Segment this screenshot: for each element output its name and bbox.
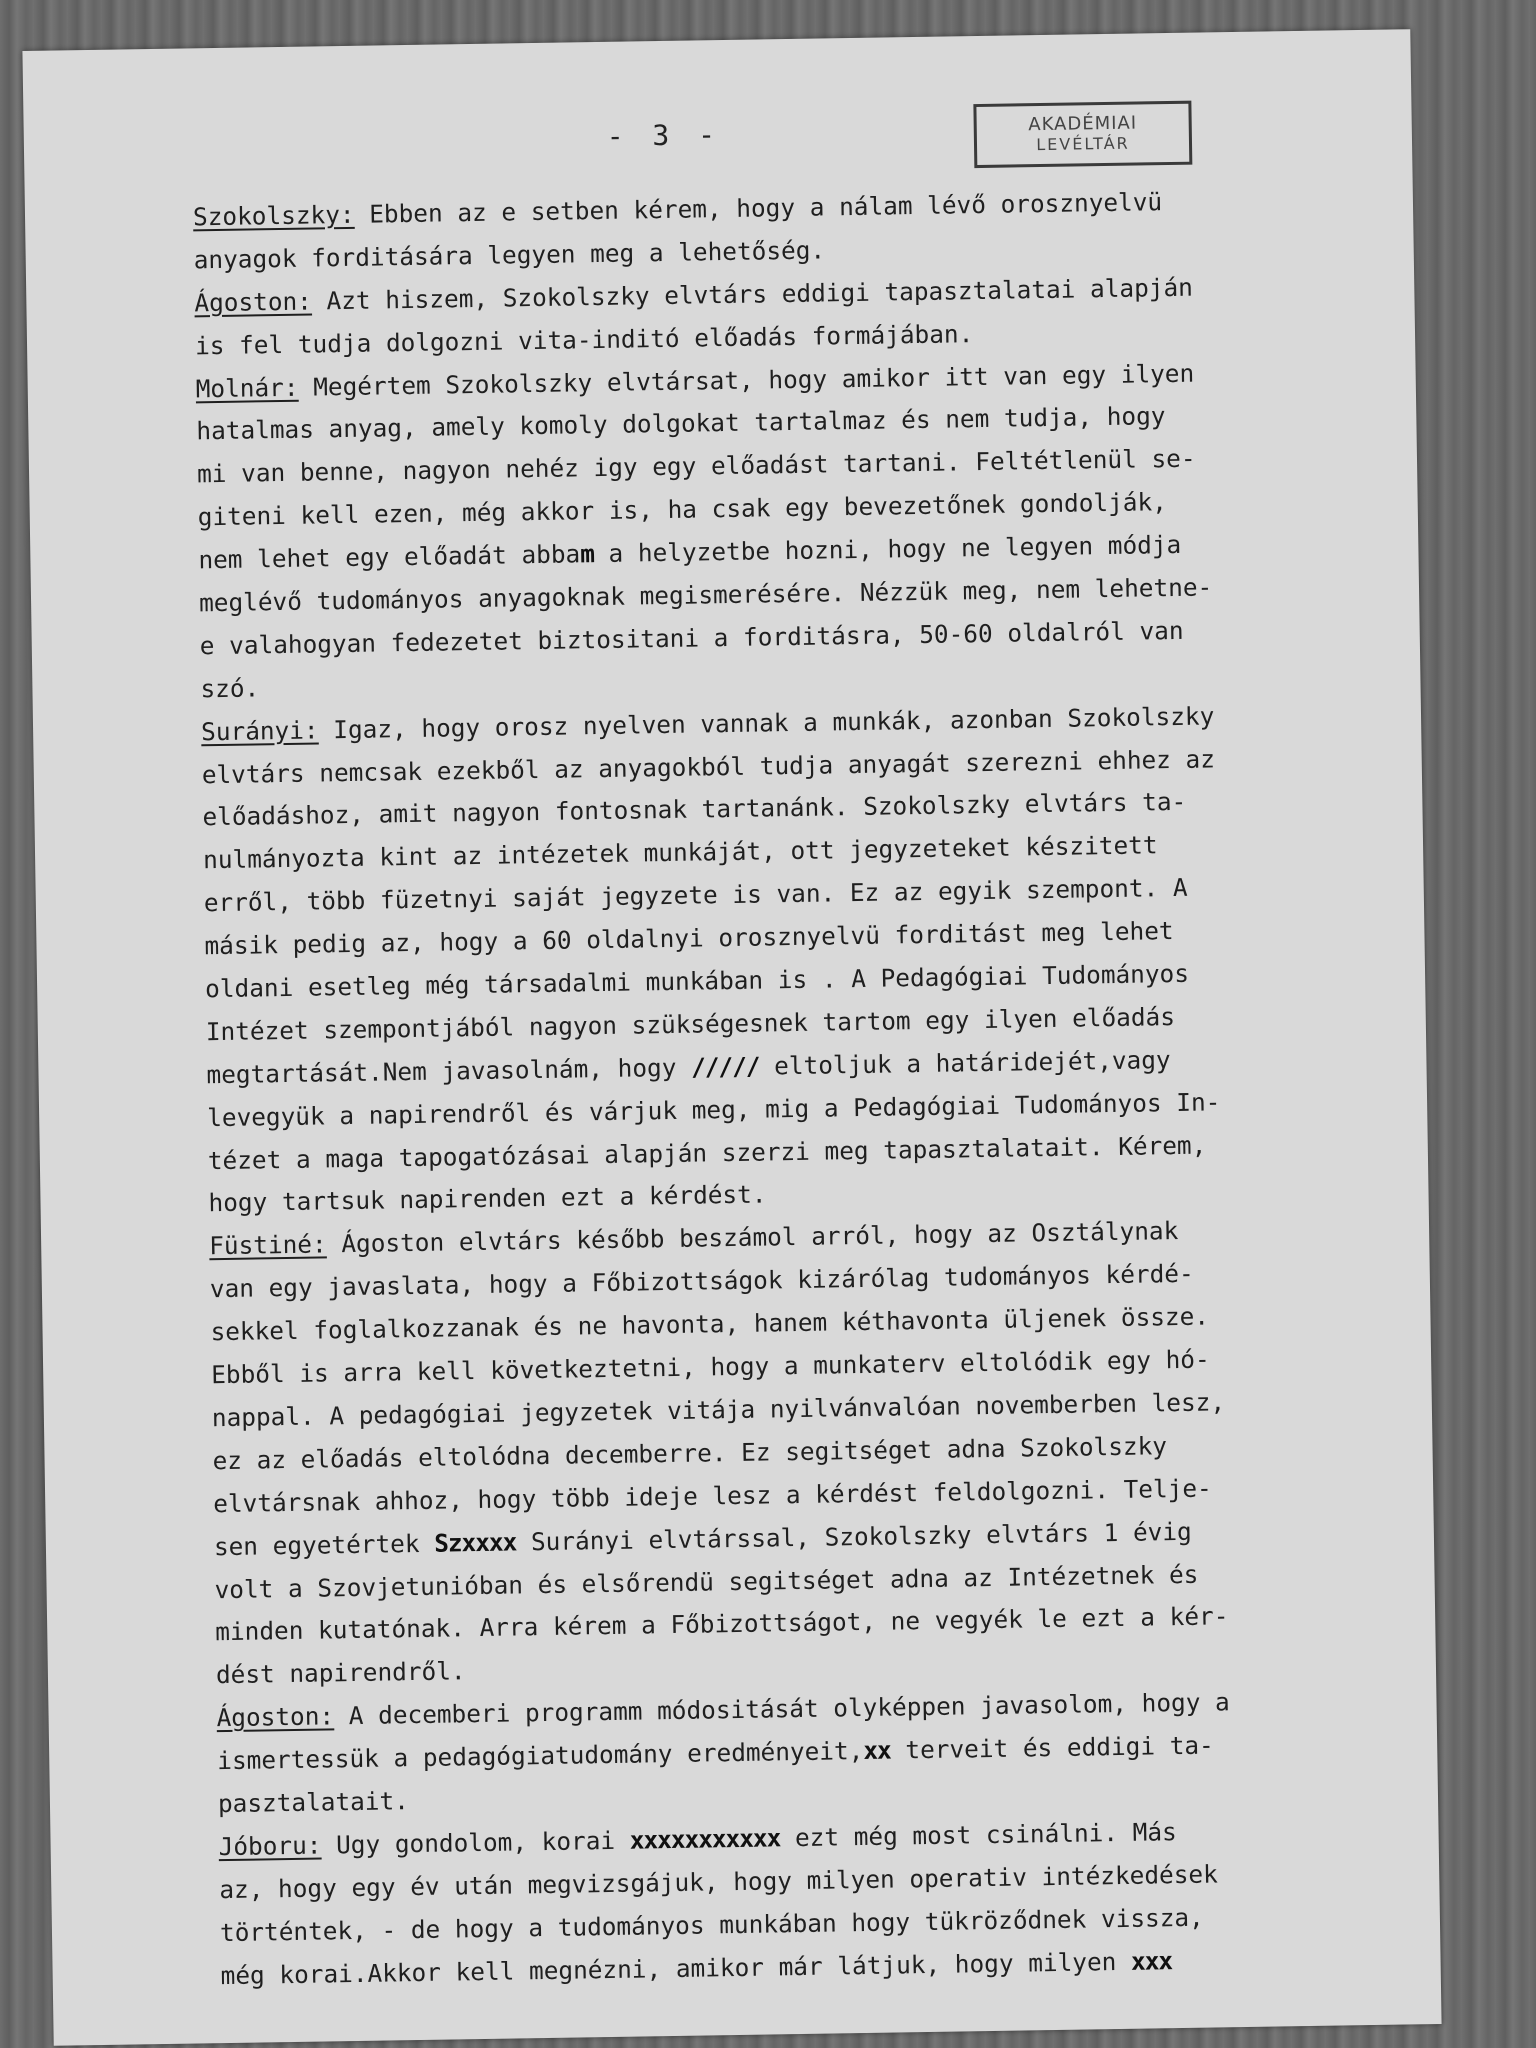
- line-text: elvtársnak ahhoz, hogy több ideje lesz a kérdést feldolgozni. Telje-: [213, 1473, 1212, 1518]
- line-text: Azt hiszem, Szokolszky elvtárs eddigi tapasztalatai alapján: [311, 272, 1194, 316]
- line-text: Ebből is arra kell következtetni, hogy a munkaterv eltolódik egy hó-: [211, 1344, 1210, 1390]
- document-page: [22, 29, 1441, 2046]
- line-text: dést napirendről.: [215, 1656, 466, 1690]
- transcript-body: [193, 177, 1451, 1998]
- speaker-name: Ágoston:: [194, 286, 313, 318]
- struck-out-text: /////: [690, 1051, 760, 1082]
- struck-out-text: xxx: [1130, 1945, 1173, 1976]
- struck-out-text: xxxxxxxxxxx: [629, 1823, 781, 1855]
- archive-stamp: [973, 101, 1192, 168]
- line-text: nem lehet egy előadát abba: [198, 539, 581, 575]
- line-text: giteni kell ezen, még akkor is, ha csak egy bevezetőnek gondolják,: [197, 487, 1168, 532]
- line-text: e valahogyan fedezetet biztositani a forditásra, 50-60 oldalról van: [199, 615, 1184, 661]
- line-text: minden kutatónak. Arra kérem a Főbizottságot, ne vegyék le ezt a kér-: [215, 1601, 1229, 1647]
- struck-out-text: Szxxxx: [433, 1527, 517, 1558]
- line-text: az, hogy egy év után megvizsgájuk, hogy milyen operativ intézkedések: [219, 1859, 1218, 1904]
- line-text: levegyük a napirendről és várjuk meg, mig a Pedagógiai Tudományos In-: [206, 1087, 1221, 1132]
- line-text-continued: ezt még most csinálni. Más: [780, 1816, 1177, 1853]
- line-text: sekkel foglalkozzanak és ne havonta, hanem kéthavonta üljenek össze.: [210, 1301, 1210, 1347]
- line-text: tézet a maga tapogatózásai alapján szerzi meg tapasztalatait. Kérem,: [207, 1130, 1207, 1175]
- line-text-continued: Surányi elvtárssal, Szokolszky elvtárs 1 évig: [516, 1516, 1192, 1557]
- line-text: erről, több füzetnyi saját jegyzete is van. Ez az egyik szempont. A: [203, 873, 1188, 918]
- line-text: volt a Szovjetunióban és elsőrendü segitséget adna az Intézetnek és: [214, 1559, 1199, 1604]
- line-text: anyagok forditására legyen meg a lehetőség.: [193, 235, 826, 275]
- line-text-continued: eltoljuk a határidejét,vagy: [759, 1044, 1171, 1081]
- line-text: megtartását.Nem javasolnám, hogy: [206, 1052, 692, 1090]
- line-text: ez az előadás eltolódna decemberre. Ez segitséget adna Szokolszky: [212, 1431, 1168, 1476]
- line-text: nappal. A pedagógiai jegyzetek vitája nyilvánvalóan novemberben lesz,: [211, 1387, 1226, 1433]
- line-text: sen egyetértek: [213, 1528, 435, 1561]
- line-text: Ágoston elvtárs később beszámol arról, hogy az Osztálynak: [326, 1216, 1179, 1259]
- line-text: ismertessük a pedagógiatudomány eredményeit,: [217, 1736, 864, 1776]
- speaker-name: Ágoston:: [216, 1701, 335, 1733]
- line-text: is fel tudja dolgozni vita-inditó előadás formájában.: [194, 318, 974, 361]
- speaker-name: Surányi:: [200, 715, 319, 746]
- line-text: Ugy gondolom, korai: [321, 1825, 630, 1860]
- struck-out-text: m: [579, 539, 595, 569]
- line-text: másik pedig az, hogy a 60 oldalnyi orosznyelvü forditást meg lehet: [204, 916, 1174, 961]
- struck-out-text: xx: [863, 1735, 891, 1766]
- line-text: Intézet szempontjából nagyon szükségesnek tartom egy ilyen előadás: [205, 1001, 1176, 1047]
- line-text: meglévő tudományos anyagoknak megismerésére. Nézzük meg, nem lehetne-: [198, 572, 1213, 618]
- line-text: van egy javaslata, hogy a Főbizottságok kizárólag tudományos kérdé-: [209, 1259, 1194, 1304]
- speaker-name: Füstiné:: [208, 1229, 327, 1261]
- speaker-name: Molnár:: [195, 372, 299, 403]
- stamp-line-2: LEVÉLTÁR: [1036, 133, 1130, 155]
- line-text: oldani esetleg még társadalmi munkában is . A Pedagógiai Tudományos: [204, 958, 1190, 1004]
- line-text: Megértem Szokolszky elvtársat, hogy amikor itt van egy ilyen: [298, 358, 1195, 402]
- speaker-name: Szokolszky:: [192, 199, 355, 232]
- line-text: Ebben az e setben kérem, hogy a nálam lévő orosznyelvü: [354, 187, 1163, 229]
- page-number: - 3 -: [606, 118, 722, 153]
- line-text: A decemberi programm módositását olyképpen javasolom, hogy a: [333, 1687, 1230, 1731]
- line-text-continued: terveit és eddigi ta-: [890, 1730, 1214, 1765]
- line-text: még korai.Akkor kell megnézni, amikor már látjuk, hogy milyen: [220, 1946, 1132, 1990]
- line-text: hogy tartsuk napirenden ezt a kérdést.: [208, 1179, 767, 1218]
- line-text: előadáshoz, amit nagyon fontosnak tartanánk. Szokolszky elvtárs ta-: [202, 787, 1187, 832]
- line-text: elvtárs nemcsak ezekből az anyagokból tudja anyagát szerezni ehhez az: [201, 743, 1216, 789]
- line-text: szó.: [200, 673, 260, 704]
- line-text: történtek, - de hogy a tudományos munkában hogy tükröződnek vissza,: [219, 1902, 1204, 1947]
- line-text-continued: a helyzetbe hozni, hogy ne legyen módja: [593, 530, 1182, 569]
- line-text: hatalmas anyag, amely komoly dolgokat tartalmaz és nem tudja, hogy: [196, 401, 1166, 446]
- line-text: mi van benne, nagyon nehéz igy egy előadást tartani. Feltétlenül se-: [196, 443, 1196, 489]
- line-text: Igaz, hogy orosz nyelven vannak a munkák, azonban Szokolszky: [318, 701, 1215, 745]
- stamp-line-1: AKADÉMIAI: [1028, 112, 1138, 136]
- line-text: pasztalatait.: [217, 1786, 410, 1819]
- line-text: nulmányozta kint az intézetek munkáját, ott jegyzeteket készitett: [202, 830, 1158, 875]
- speaker-name: Jóboru:: [218, 1830, 322, 1862]
